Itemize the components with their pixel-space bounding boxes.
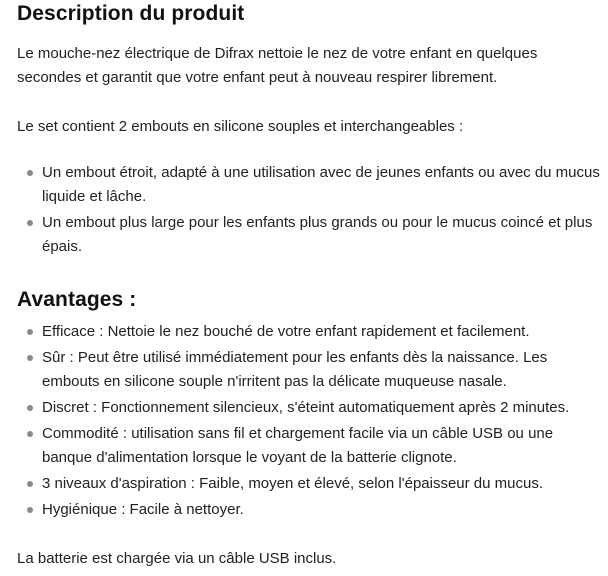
- set-items-list: [17, 161, 602, 261]
- list-item-text: Commodité : utilisation sans fil et chargement facile via un câble USB ou une banque d'alimentation lorsque le voyant de la batterie clignote.: [42, 425, 554, 466]
- list-item-text: 3 niveaux d'aspiration : Faible, moyen et élevé, selon l'épaisseur du mucus.: [42, 475, 544, 492]
- bullet-icon: [27, 355, 33, 361]
- list-item-text: Un embout plus large pour les enfants plus grands ou pour le mucus coincé et plus épais.: [42, 214, 593, 255]
- list-item: [17, 396, 602, 420]
- bullet-icon: [27, 431, 33, 437]
- set-contents-text: Le set contient 2 embouts en silicone souples et interchangeables :: [17, 118, 464, 135]
- list-item: [17, 346, 602, 394]
- list-item: [17, 422, 602, 470]
- bullet-icon: [27, 481, 33, 487]
- bullet-icon: [27, 170, 33, 176]
- list-item-text: Efficace : Nettoie le nez bouché de votre enfant rapidement et facilement.: [42, 323, 530, 340]
- advantages-heading: Avantages :: [17, 288, 137, 311]
- bullet-icon: [27, 507, 33, 513]
- list-item: [17, 161, 602, 209]
- list-item: [17, 472, 602, 496]
- list-item-text: Hygiénique : Facile à nettoyer.: [42, 501, 244, 518]
- bullet-icon: [27, 329, 33, 335]
- list-item: [17, 498, 602, 522]
- list-item: [17, 211, 602, 259]
- list-item-text: Discret : Fonctionnement silencieux, s'éteint automatiquement après 2 minutes.: [42, 399, 570, 416]
- bullet-icon: [27, 220, 33, 226]
- advantages-list: [17, 320, 602, 524]
- list-item-text: Sûr : Peut être utilisé immédiatement pour les enfants dès la naissance. Les embouts en silicone souple n'irritent pas la délicate muqueuse nasale.: [42, 349, 548, 390]
- battery-note: La batterie est chargée via un câble USB inclus.: [17, 550, 337, 567]
- bullet-icon: [27, 405, 33, 411]
- description-intro: Le mouche-nez électrique de Difrax nettoie le nez de votre enfant en quelques secondes et garantit que votre enfant peut à nouveau respirer librement.: [17, 45, 538, 86]
- list-item: [17, 320, 602, 344]
- description-heading: Description du produit: [17, 2, 245, 25]
- list-item-text: Un embout étroit, adapté à une utilisation avec de jeunes enfants ou avec du mucus liquide et lâche.: [42, 164, 600, 205]
